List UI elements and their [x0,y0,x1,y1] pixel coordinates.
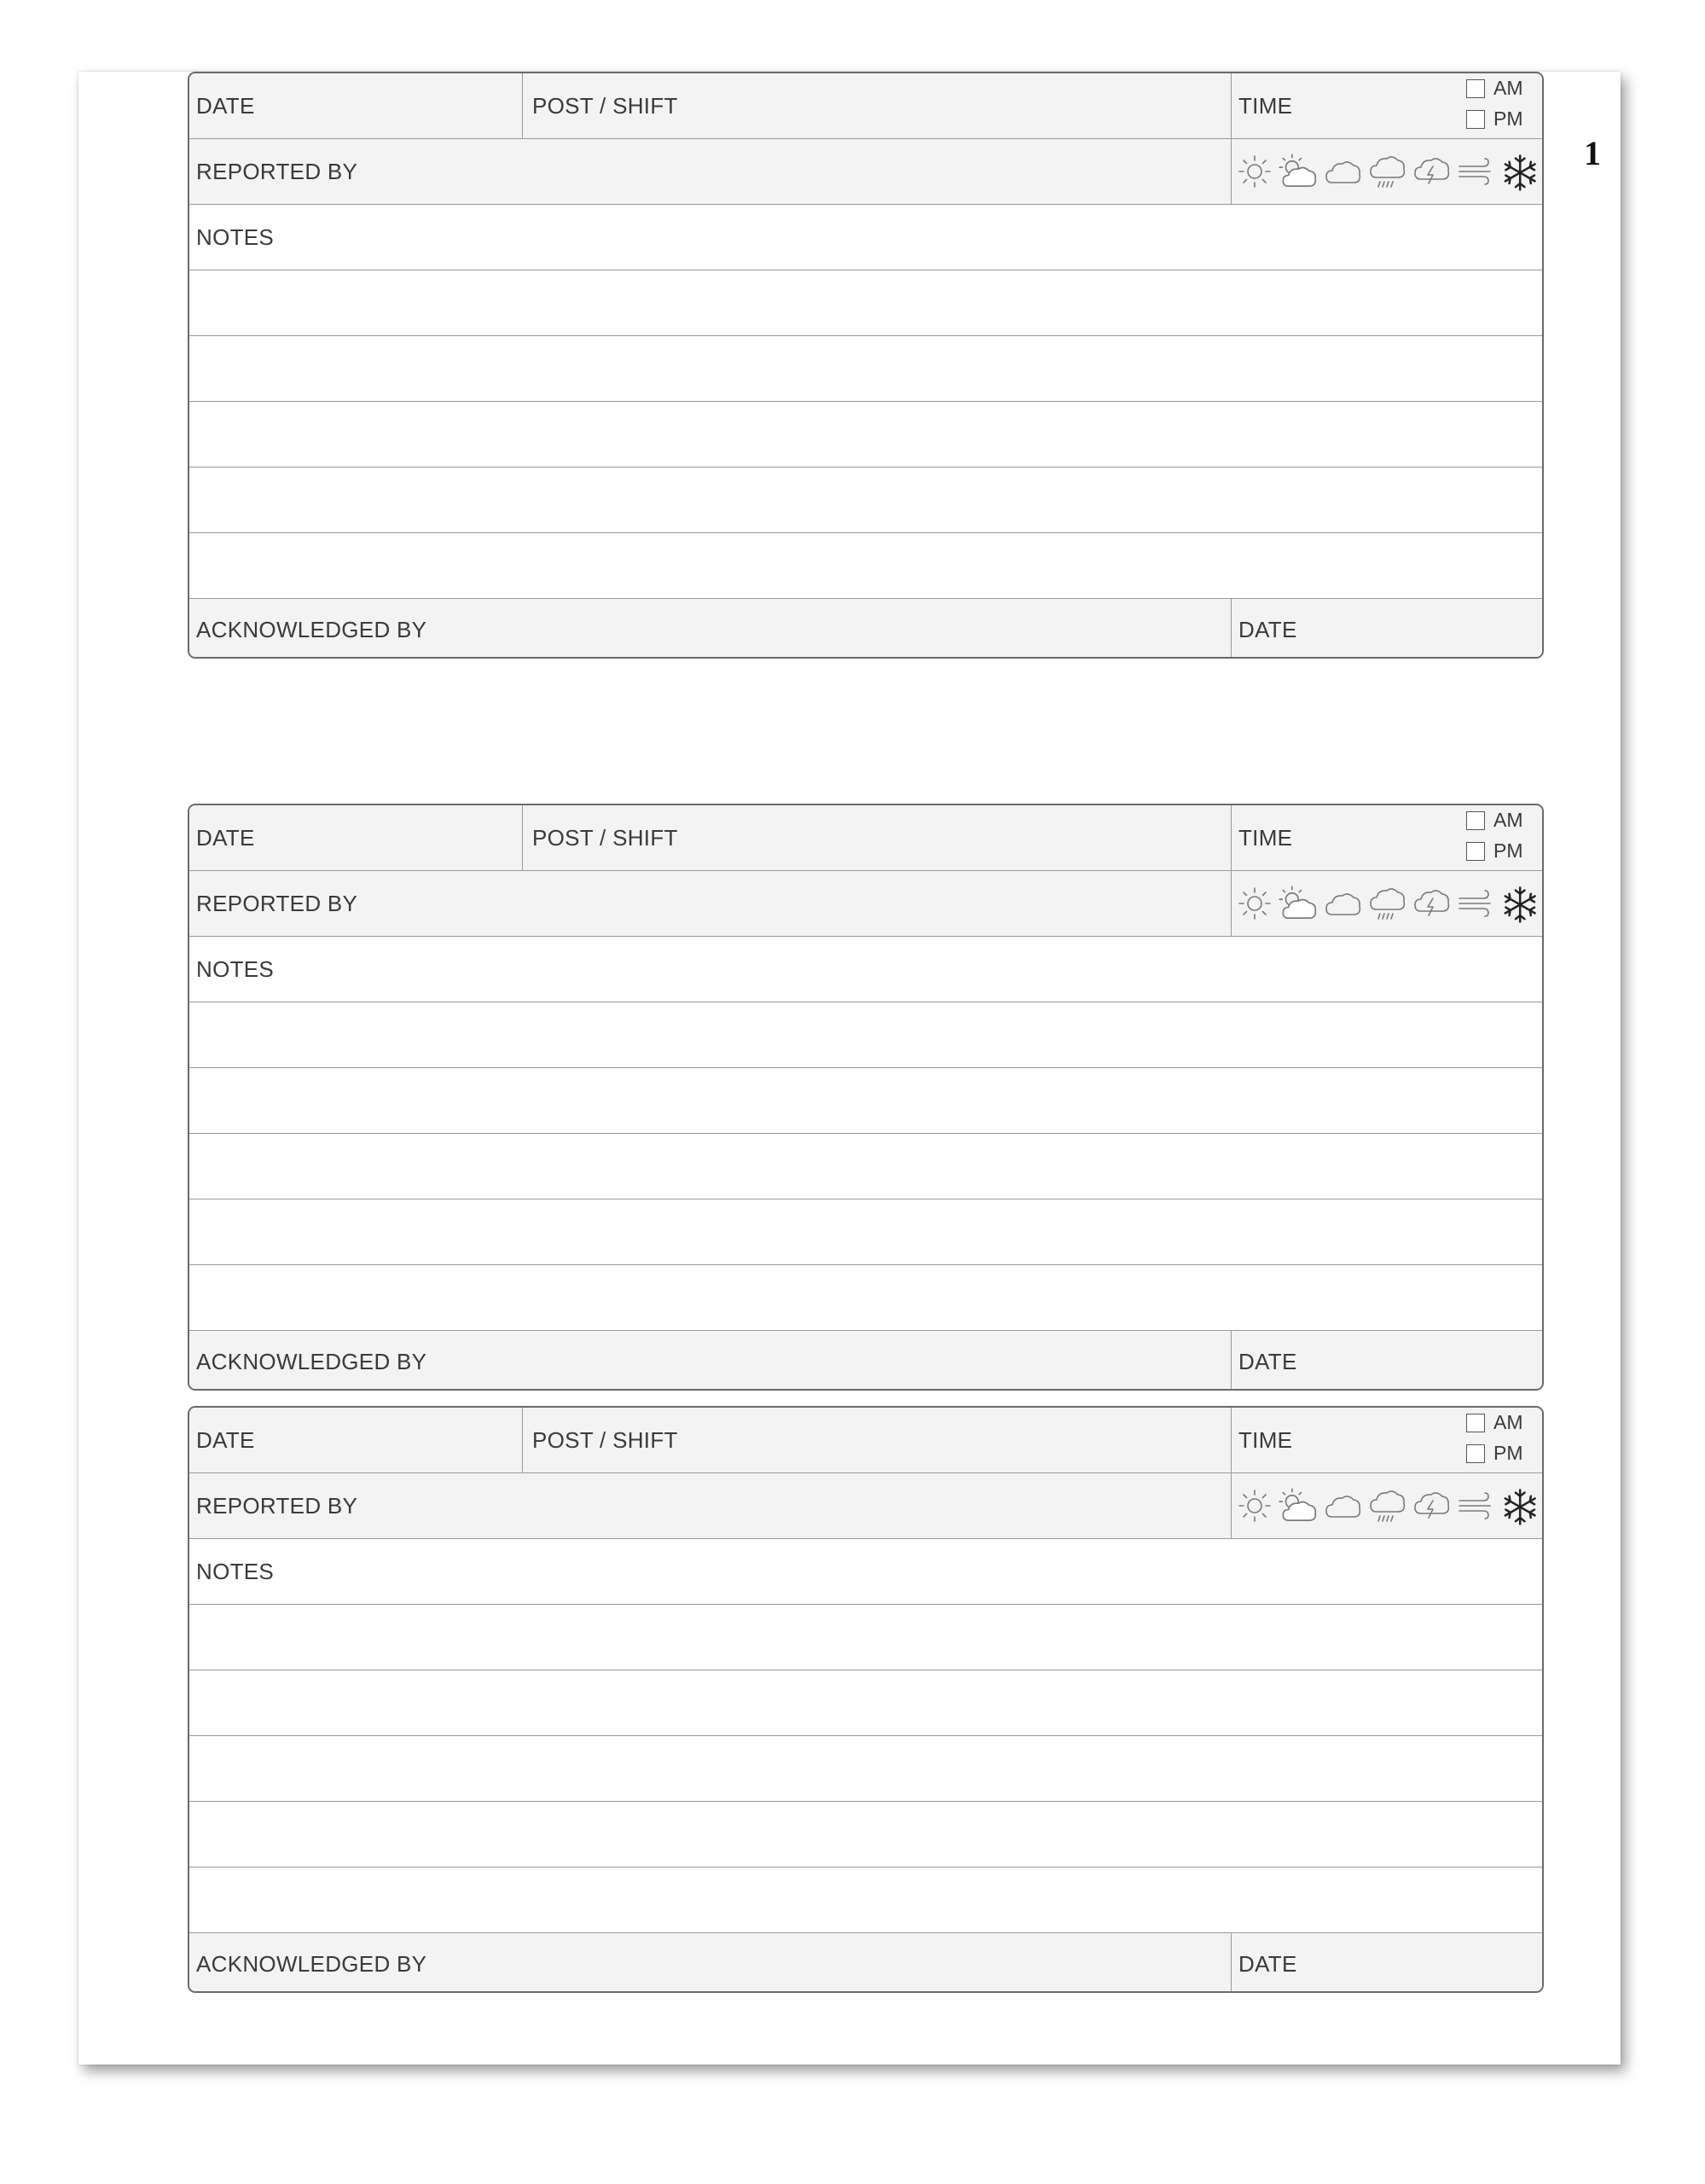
divider [1231,1408,1232,1472]
weather-icon-strip [1234,1482,1543,1530]
partly-cloudy-icon[interactable] [1279,1489,1315,1520]
wind-icon[interactable] [1459,1493,1490,1519]
reported-by-row [189,1473,1542,1539]
note-line[interactable] [189,402,1542,468]
note-line[interactable] [189,1199,1542,1265]
divider [1231,871,1232,936]
note-line[interactable] [189,1265,1542,1331]
post-shift-field[interactable]: POST / SHIFT [532,1426,678,1453]
ack-date-field[interactable]: DATE [1238,1348,1297,1374]
checkbox-box[interactable] [1466,811,1485,830]
weather-icon-strip [1234,148,1543,195]
ack-date-field[interactable]: DATE [1238,616,1297,642]
note-line[interactable] [189,468,1542,533]
sunny-icon[interactable] [1239,1490,1270,1521]
note-line[interactable] [189,1802,1542,1867]
acknowledged-by-field[interactable]: ACKNOWLEDGED BY [196,616,427,642]
divider [522,73,523,138]
cloudy-icon[interactable] [1326,162,1360,183]
thunderstorm-icon[interactable] [1415,1493,1448,1518]
date-field[interactable]: DATE [196,1426,255,1453]
thunderstorm-icon[interactable] [1415,891,1448,915]
note-line[interactable] [189,1134,1542,1199]
date-field[interactable]: DATE [196,824,255,851]
acknowledged-row [189,599,1542,659]
pm-label: PM [1493,839,1523,862]
reported-by-field[interactable]: REPORTED BY [196,890,358,916]
divider [1231,1331,1232,1391]
checkbox-box[interactable] [1466,1414,1485,1432]
notes-label: NOTES [196,956,275,982]
notes-row[interactable] [189,205,1542,270]
partly-cloudy-icon[interactable] [1279,886,1315,918]
rain-icon[interactable] [1371,157,1404,187]
acknowledged-row [189,1331,1542,1391]
log-page [78,72,1621,2065]
note-line[interactable] [189,533,1542,599]
snowflake-icon[interactable] [1505,1490,1535,1524]
thunderstorm-icon[interactable] [1415,159,1448,183]
divider [1231,805,1232,870]
notes-row[interactable] [189,1539,1542,1605]
am-checkbox[interactable] [1466,77,1523,100]
note-line[interactable] [189,336,1542,402]
wind-icon[interactable] [1459,159,1490,184]
divider [1231,1473,1232,1538]
pm-checkbox[interactable] [1466,1442,1523,1465]
log-entry-form-1 [188,804,1544,1391]
cloudy-icon[interactable] [1326,1496,1360,1517]
pm-label: PM [1493,107,1523,130]
sunny-icon[interactable] [1239,156,1270,187]
am-label: AM [1493,1411,1523,1433]
cloudy-icon[interactable] [1326,894,1360,915]
post-shift-field[interactable]: POST / SHIFT [532,92,678,119]
divider [522,1408,523,1472]
date-field[interactable]: DATE [196,92,255,119]
page-number: 1 [1584,134,1601,172]
pm-checkbox[interactable] [1466,839,1523,863]
acknowledged-by-field[interactable]: ACKNOWLEDGED BY [196,1950,427,1977]
note-line[interactable] [189,1068,1542,1134]
time-field[interactable]: TIME [1238,92,1293,119]
header-row [189,805,1542,871]
pm-checkbox[interactable] [1466,107,1523,131]
divider [1231,73,1232,138]
reported-by-field[interactable]: REPORTED BY [196,1492,358,1519]
note-line[interactable] [189,1736,1542,1802]
am-checkbox[interactable] [1466,809,1523,832]
ack-date-field[interactable]: DATE [1238,1950,1297,1977]
note-line[interactable] [189,1002,1542,1068]
acknowledged-by-field[interactable]: ACKNOWLEDGED BY [196,1348,427,1374]
checkbox-box[interactable] [1466,79,1485,98]
divider [522,805,523,870]
note-line[interactable] [189,1605,1542,1670]
header-row [189,73,1542,139]
log-entry-form-3 [188,72,1544,659]
notes-label: NOTES [196,224,275,250]
note-line[interactable] [189,1867,1542,1933]
divider [1231,1933,1232,1993]
weather-icons [1234,1482,1543,1530]
reported-by-row [189,871,1542,937]
partly-cloudy-icon[interactable] [1279,154,1315,186]
sunny-icon[interactable] [1239,888,1270,919]
notes-label: NOTES [196,1558,275,1584]
checkbox-box[interactable] [1466,110,1485,129]
snowflake-icon[interactable] [1505,155,1535,189]
divider [1231,599,1232,659]
snowflake-icon[interactable] [1505,887,1535,921]
rain-icon[interactable] [1371,889,1404,919]
pm-label: PM [1493,1442,1523,1464]
am-label: AM [1493,809,1523,831]
weather-icons [1234,148,1543,195]
reported-by-row [189,139,1542,205]
time-field[interactable]: TIME [1238,824,1293,851]
checkbox-box[interactable] [1466,1444,1485,1463]
checkbox-box[interactable] [1466,842,1485,861]
note-line[interactable] [189,1670,1542,1736]
am-checkbox[interactable] [1466,1411,1523,1434]
notes-row[interactable] [189,937,1542,1002]
note-line[interactable] [189,270,1542,336]
post-shift-field[interactable]: POST / SHIFT [532,824,678,851]
acknowledged-row [189,1933,1542,1993]
log-entry-form-2 [188,1406,1544,1993]
rain-icon[interactable] [1371,1491,1404,1521]
header-row [189,1408,1542,1473]
time-field[interactable]: TIME [1238,1426,1293,1453]
divider [1231,139,1232,204]
am-label: AM [1493,77,1523,99]
reported-by-field[interactable]: REPORTED BY [196,158,358,184]
weather-icon-strip [1234,880,1543,927]
weather-icons [1234,880,1543,927]
wind-icon[interactable] [1459,891,1490,916]
